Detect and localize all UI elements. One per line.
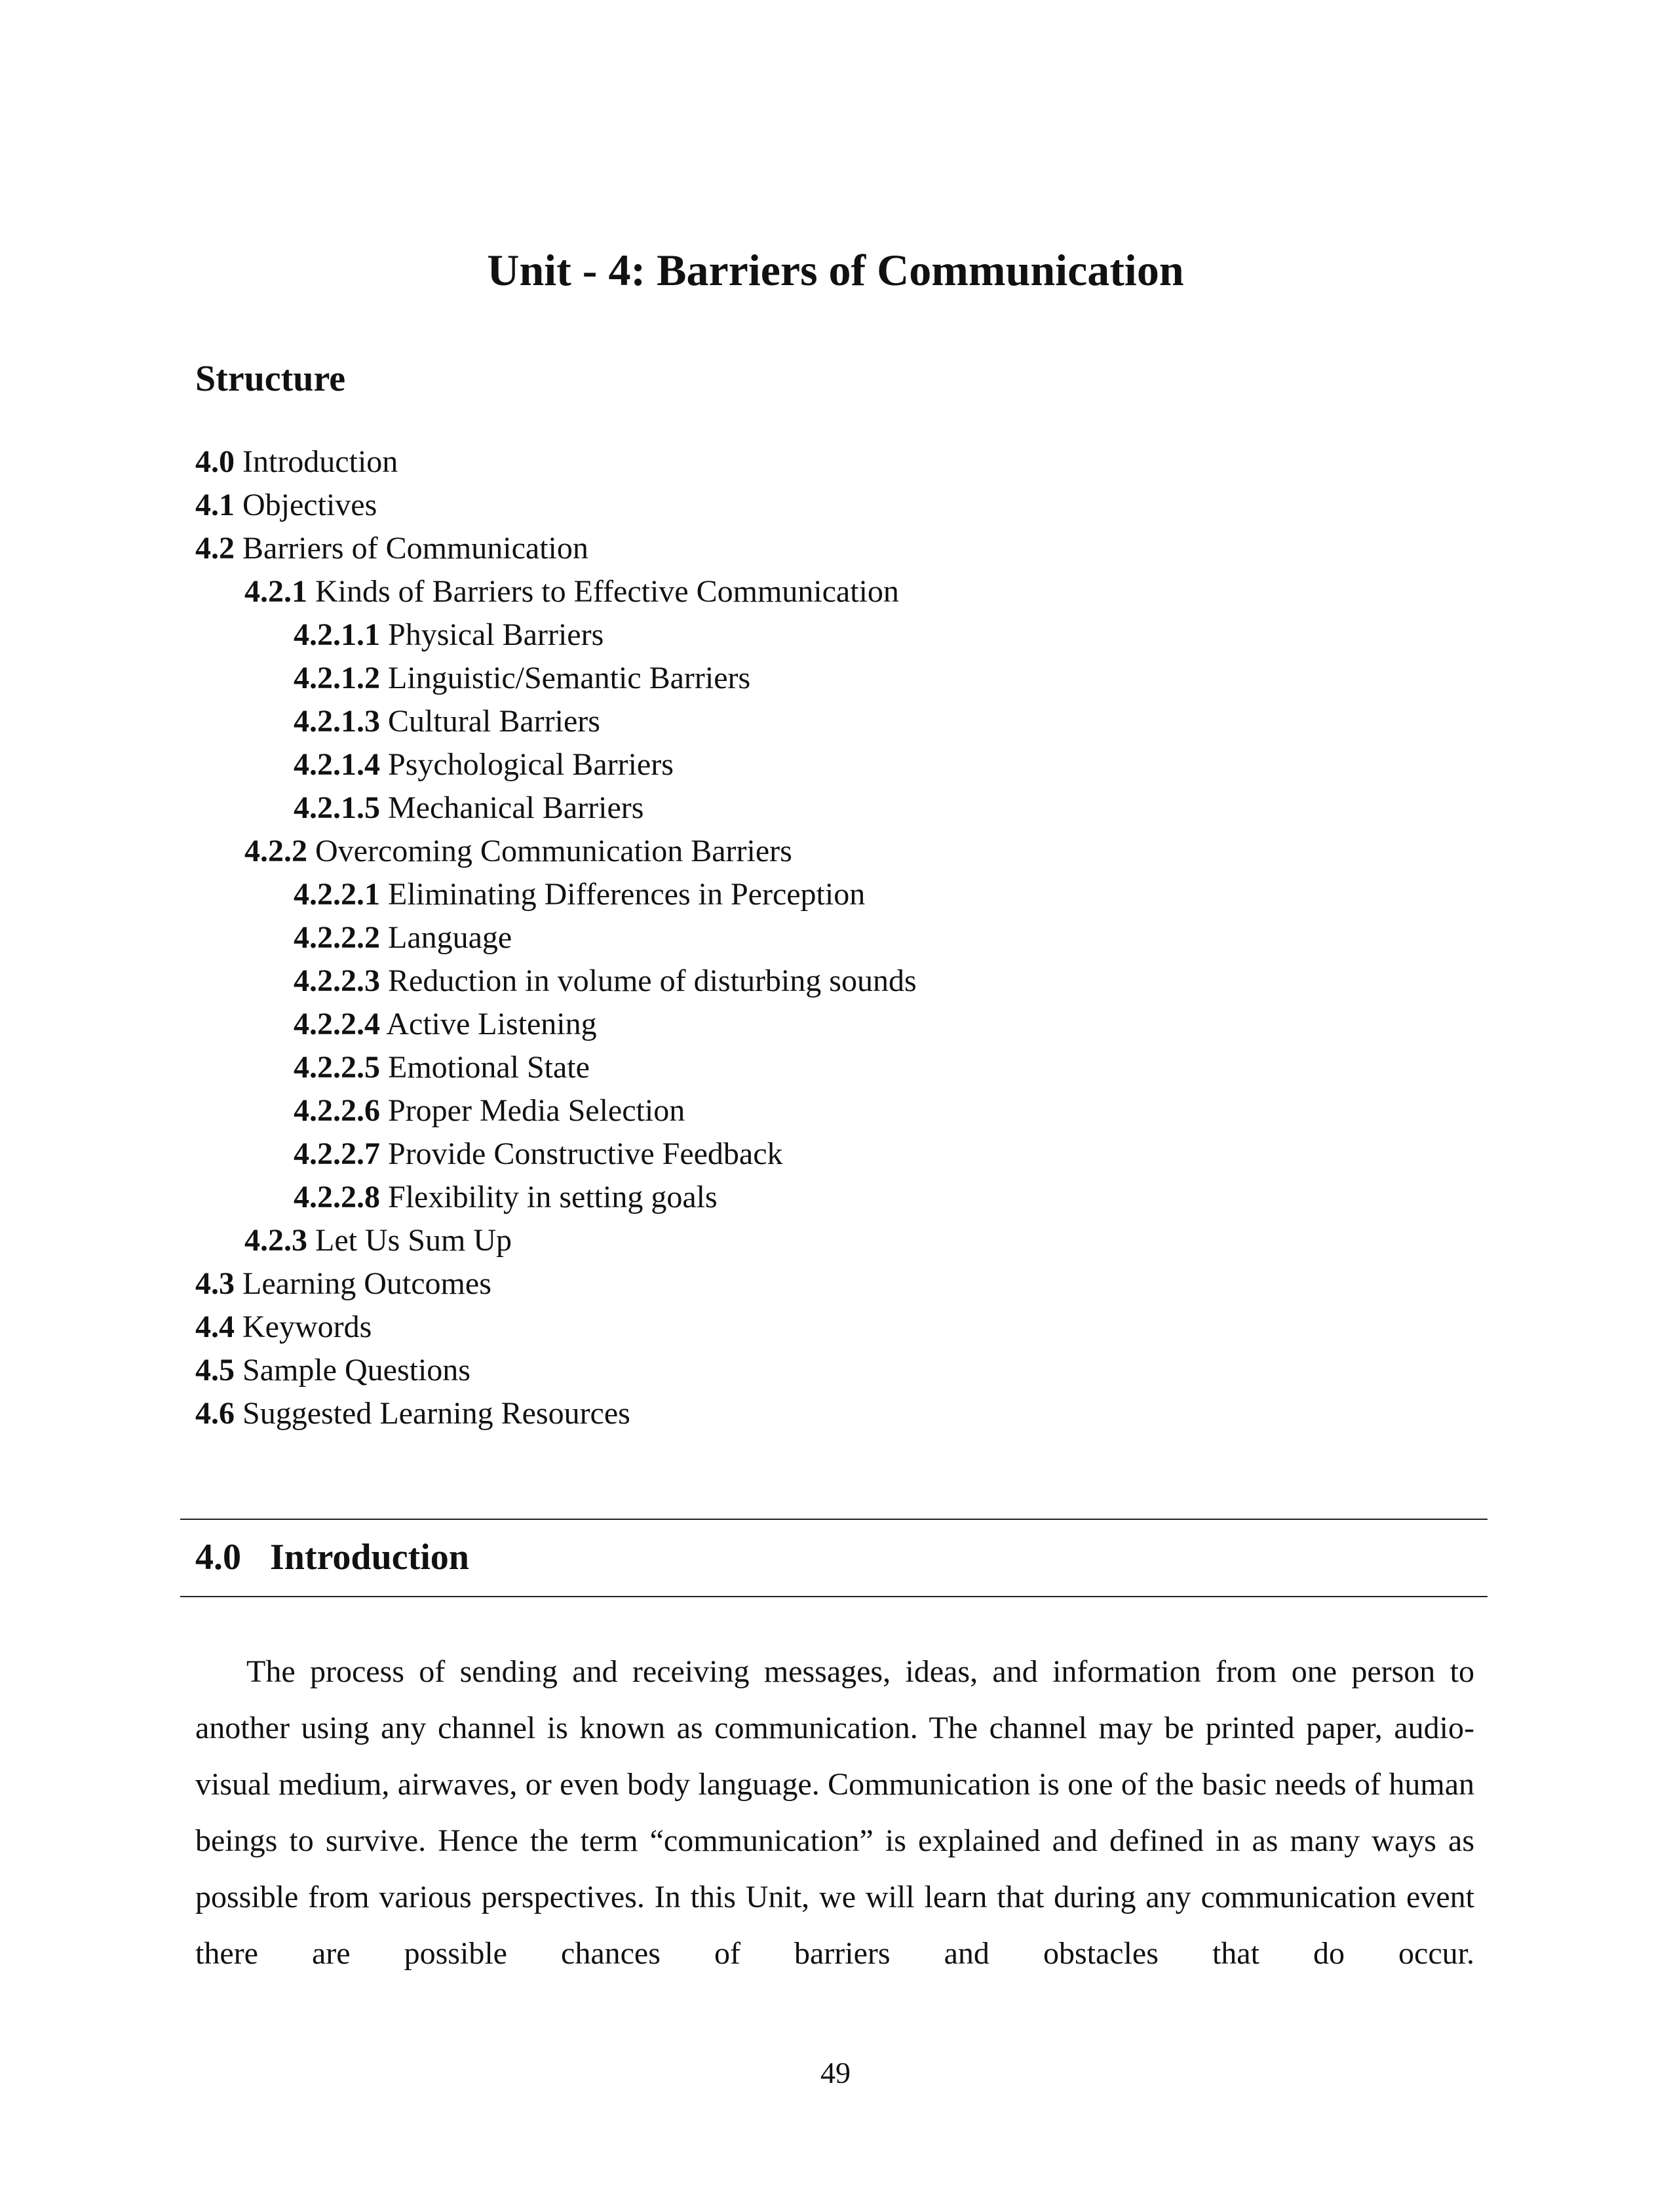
section-rule-bottom bbox=[180, 1596, 1488, 1597]
toc-item-label: Emotional State bbox=[388, 1050, 590, 1085]
toc-item-label: Provide Constructive Feedback bbox=[388, 1136, 783, 1171]
toc-item-label: Barriers of Communication bbox=[242, 531, 588, 566]
toc-item-number: 4.2.2.5 bbox=[294, 1050, 380, 1085]
page-title: Unit - 4: Barriers of Communication bbox=[487, 245, 1184, 295]
toc-item-label: Sample Questions bbox=[242, 1353, 471, 1387]
section-title: Introduction bbox=[270, 1537, 469, 1578]
toc-item-number: 4.3 bbox=[195, 1266, 235, 1301]
toc-item bbox=[195, 440, 917, 484]
structure-heading: Structure bbox=[195, 359, 346, 399]
section-rule-top bbox=[180, 1519, 1488, 1520]
toc-item-label: Eliminating Differences in Perception bbox=[388, 877, 866, 912]
toc-item-label: Linguistic/Semantic Barriers bbox=[388, 661, 751, 695]
toc-item-number: 4.2.2.6 bbox=[294, 1093, 380, 1128]
toc-item-label: Introduction bbox=[242, 444, 398, 479]
toc-item bbox=[195, 657, 917, 700]
section-number: 4.0 bbox=[195, 1537, 241, 1578]
toc-item bbox=[195, 1046, 917, 1089]
toc-item-label: Suggested Learning Resources bbox=[242, 1396, 630, 1431]
toc-item bbox=[195, 613, 917, 657]
toc-item-number: 4.2.2.7 bbox=[294, 1136, 380, 1171]
toc-item-number: 4.2.1.1 bbox=[294, 617, 380, 652]
toc-item-label: Language bbox=[388, 920, 512, 955]
toc-item-label: Mechanical Barriers bbox=[388, 790, 644, 825]
toc-item-label: Flexibility in setting goals bbox=[388, 1180, 718, 1214]
toc-item-number: 4.2.2.3 bbox=[294, 963, 380, 998]
toc-item-label: Let Us Sum Up bbox=[315, 1223, 512, 1258]
toc-item bbox=[195, 570, 917, 613]
toc-item-label: Overcoming Communication Barriers bbox=[315, 834, 792, 868]
toc-item bbox=[195, 700, 917, 743]
toc-item-label: Proper Media Selection bbox=[388, 1093, 685, 1128]
toc-item bbox=[195, 484, 917, 527]
toc-item-number: 4.2.3 bbox=[244, 1223, 307, 1258]
toc-item bbox=[195, 1133, 917, 1176]
toc-item-number: 4.2.2 bbox=[244, 834, 307, 868]
toc-item-number: 4.2.1.2 bbox=[294, 661, 380, 695]
toc-item-number: 4.2.1.5 bbox=[294, 790, 380, 825]
toc-item bbox=[195, 873, 917, 916]
toc-item bbox=[195, 1262, 917, 1306]
toc-item-label: Objectives bbox=[242, 488, 377, 522]
toc-item bbox=[195, 1176, 917, 1219]
toc-item bbox=[195, 960, 917, 1003]
toc-item bbox=[195, 916, 917, 960]
toc-item-number: 4.6 bbox=[195, 1396, 235, 1431]
toc-item-number: 4.2.1.3 bbox=[294, 704, 380, 739]
intro-paragraph: The process of sending and receiving messages, ideas, and information from one person to another using any channel is known as communication. The channel may be printed paper, audio-visual medium, airwaves, or even body language. Communication is one of the basic needs of human beings to survive. Hence the term “communication” is explained and defined in as many ways as possible from various perspectives. In this Unit, we will learn that during any communication event there are possible chances of barriers and obstacles that do occur. bbox=[195, 1654, 1474, 1971]
toc-item bbox=[195, 743, 917, 786]
toc-item bbox=[195, 1089, 917, 1133]
toc-item-label: Physical Barriers bbox=[388, 617, 604, 652]
page-number: 49 bbox=[820, 2056, 851, 2089]
toc-item-label: Kinds of Barriers to Effective Communication bbox=[315, 574, 899, 609]
toc-item-number: 4.2.2.4 bbox=[294, 1007, 380, 1041]
toc-item-label: Reduction in volume of disturbing sounds bbox=[388, 963, 917, 998]
toc-item-number: 4.2.2.1 bbox=[294, 877, 380, 912]
toc-item bbox=[195, 1003, 917, 1046]
toc-item-number: 4.0 bbox=[195, 444, 235, 479]
toc-item bbox=[195, 1306, 917, 1349]
toc-item bbox=[195, 830, 917, 873]
toc-item-label: Psychological Barriers bbox=[388, 747, 674, 782]
toc-item-label: Keywords bbox=[242, 1310, 372, 1344]
toc-item-label: Learning Outcomes bbox=[242, 1266, 491, 1301]
toc-item-label: Cultural Barriers bbox=[388, 704, 600, 739]
toc-item bbox=[195, 527, 917, 570]
toc-item bbox=[195, 1392, 917, 1435]
toc-item-number: 4.5 bbox=[195, 1353, 235, 1387]
toc-item-number: 4.2 bbox=[195, 531, 235, 566]
toc-item bbox=[195, 1219, 917, 1262]
toc-item-number: 4.1 bbox=[195, 488, 235, 522]
toc-item bbox=[195, 786, 917, 830]
table-of-contents bbox=[195, 440, 917, 1435]
toc-item-number: 4.4 bbox=[195, 1310, 235, 1344]
toc-item-number: 4.2.2.2 bbox=[294, 920, 380, 955]
toc-item bbox=[195, 1349, 917, 1392]
toc-item-number: 4.2.2.8 bbox=[294, 1180, 380, 1214]
toc-item-number: 4.2.1.4 bbox=[294, 747, 380, 782]
section-heading bbox=[195, 1539, 469, 1576]
toc-item-label: Active Listening bbox=[386, 1007, 597, 1041]
toc-item-number: 4.2.1 bbox=[244, 574, 307, 609]
